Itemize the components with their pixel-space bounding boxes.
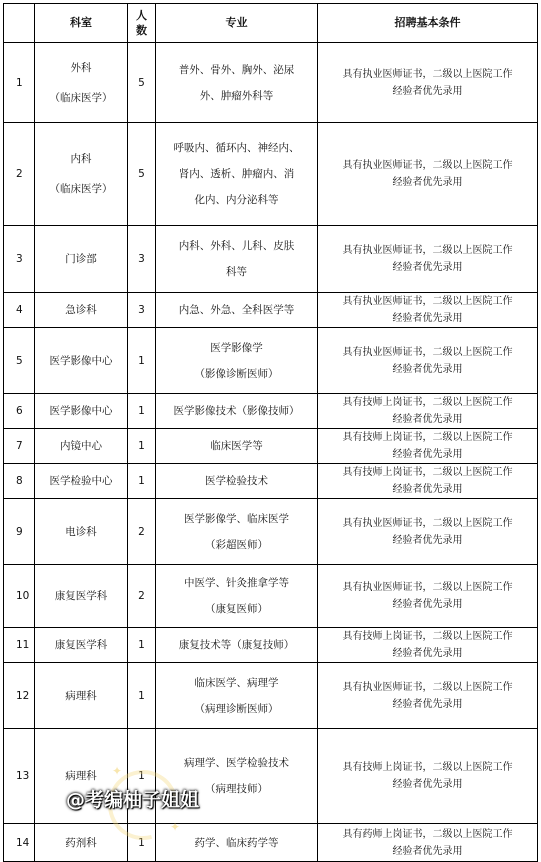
row-index: [4, 663, 35, 729]
row-index-line: 7: [16, 440, 23, 452]
major-cell: [156, 464, 318, 499]
watermark: @考编柚子姐姐: [66, 789, 200, 811]
dept-cell: [35, 43, 128, 123]
table-row: [4, 394, 538, 429]
requirements-cell-line: 具有技师上岗证书，二级以上医院工作: [342, 762, 513, 773]
major-cell-line: 普外、骨外、胸外、泌尿: [178, 63, 295, 76]
count-cell: [128, 328, 156, 394]
major-cell-line: （病理技师）: [205, 783, 268, 795]
dept-cell-line: 病理科: [65, 770, 97, 782]
requirements-cell-line: 经验者优先录用: [392, 484, 463, 495]
major-cell: [156, 293, 318, 328]
requirements-cell: [318, 464, 538, 499]
dept-cell: [35, 328, 128, 394]
table-row: [4, 293, 538, 328]
requirements-cell: [318, 628, 538, 663]
dept-cell: [35, 429, 128, 464]
row-index: [4, 565, 35, 628]
table-row: [4, 328, 538, 394]
row-index: [4, 824, 35, 862]
header-major: 专业: [156, 4, 318, 43]
star-icon: ✦: [112, 764, 123, 778]
row-index-line: 11: [16, 639, 30, 651]
count-cell-line: 1: [138, 770, 145, 782]
table-row: [4, 43, 538, 123]
row-index: [4, 293, 35, 328]
count-cell: [128, 226, 156, 293]
dept-cell-line: 电诊科: [65, 525, 97, 538]
count-cell-line: 2: [138, 525, 145, 538]
dept-cell: [35, 394, 128, 429]
requirements-cell-line: 经验者优先录用: [392, 449, 463, 460]
row-index: [4, 43, 35, 123]
count-cell-line: 3: [138, 253, 145, 265]
count-cell-line: 1: [138, 836, 145, 849]
requirements-cell-line: 经验者优先录用: [392, 85, 463, 97]
major-cell-line: 内急、外急、全科医学等: [178, 304, 295, 316]
major-cell-line: 医学影像学: [210, 341, 263, 354]
requirements-cell-line: 经验者优先录用: [392, 177, 463, 188]
row-index-line: 3: [16, 253, 23, 265]
count-cell-line: 2: [138, 590, 145, 602]
table-row: [4, 663, 538, 729]
row-index: [4, 328, 35, 394]
major-cell: [156, 123, 318, 226]
row-index: [4, 429, 35, 464]
requirements-cell: [318, 429, 538, 464]
dept-cell-line: 医学检验中心: [49, 475, 113, 487]
major-cell: [156, 394, 318, 429]
major-cell-line: 康复技术等（康复技师）: [178, 639, 295, 651]
dept-cell-line: 医学影像中心: [49, 354, 113, 367]
major-cell-line: 病理学、医学检验技术: [184, 757, 289, 769]
dept-cell: [35, 293, 128, 328]
major-cell: [156, 328, 318, 394]
requirements-cell-line: 具有执业医师证书，二级以上医院工作: [342, 681, 513, 693]
table-row: [4, 226, 538, 293]
requirements-cell-line: 具有执业医师证书，二级以上医院工作: [342, 582, 513, 593]
row-index-line: 2: [16, 168, 23, 180]
count-cell: [128, 394, 156, 429]
row-index-line: 8: [16, 475, 23, 487]
requirements-cell: [318, 293, 538, 328]
requirements-cell-line: 经验者优先录用: [392, 698, 463, 710]
requirements-cell-line: 具有技师上岗证书，二级以上医院工作: [342, 467, 513, 478]
requirements-cell-line: 具有执业医师证书，二级以上医院工作: [342, 160, 513, 171]
requirements-cell-line: 经验者优先录用: [392, 648, 463, 659]
requirements-cell: [318, 663, 538, 729]
dept-cell: [35, 226, 128, 293]
row-index-line: 13: [16, 770, 30, 782]
major-cell: [156, 628, 318, 663]
dept-cell-line: （临床医学）: [49, 183, 113, 195]
dept-cell-line: 康复医学科: [54, 639, 108, 651]
dept-cell-line: 内科: [70, 153, 92, 165]
major-cell-line: 科等: [226, 266, 247, 278]
requirements-cell: [318, 394, 538, 429]
row-index: [4, 394, 35, 429]
dept-cell: [35, 628, 128, 663]
requirements-cell-line: 经验者优先录用: [392, 313, 463, 324]
dept-cell: [35, 663, 128, 729]
requirements-cell: [318, 123, 538, 226]
count-cell-line: 1: [138, 354, 145, 367]
table-row: [4, 499, 538, 565]
table-row: [4, 464, 538, 499]
major-cell-line: 呼吸内、循环内、神经内、: [173, 142, 300, 154]
major-cell-line: 临床医学等: [210, 440, 263, 452]
table-row: [4, 123, 538, 226]
requirements-cell-line: 具有技师上岗证书，二级以上医院工作: [342, 397, 513, 408]
requirements-cell: [318, 226, 538, 293]
row-index: [4, 123, 35, 226]
count-cell: [128, 429, 156, 464]
major-cell-line: 肾内、透析、肿瘤内、消: [178, 168, 295, 180]
count-cell-line: 1: [138, 639, 145, 651]
header-count: 人数: [128, 4, 156, 43]
count-cell: [128, 565, 156, 628]
recruitment-table: [3, 3, 538, 862]
table-row: [4, 565, 538, 628]
table-row: [4, 824, 538, 862]
major-cell: [156, 663, 318, 729]
requirements-cell-line: 经验者优先录用: [392, 414, 463, 425]
count-cell-line: 3: [138, 304, 145, 316]
major-cell: [156, 226, 318, 293]
dept-cell-line: 门诊部: [65, 253, 97, 265]
dept-cell: [35, 565, 128, 628]
major-cell-line: 药学、临床药学等: [194, 836, 279, 849]
row-index-line: 9: [16, 525, 23, 538]
dept-cell-line: 急诊科: [65, 304, 97, 316]
requirements-cell: [318, 824, 538, 862]
count-cell-line: 5: [138, 76, 145, 89]
dept-cell: [35, 824, 128, 862]
dept-cell-line: 病理科: [65, 689, 97, 702]
dept-cell: [35, 499, 128, 565]
requirements-cell-line: 具有技师上岗证书，二级以上医院工作: [342, 631, 513, 642]
major-cell-line: （康复医师）: [205, 603, 268, 615]
row-index-line: 5: [16, 354, 23, 367]
requirements-cell-line: 具有执业医师证书，二级以上医院工作: [342, 68, 513, 80]
count-cell-line: 1: [138, 475, 145, 487]
header-dept: 科室: [35, 4, 128, 43]
header-row: [4, 4, 538, 43]
count-cell: [128, 464, 156, 499]
count-cell-line: 1: [138, 689, 145, 702]
major-cell: [156, 43, 318, 123]
dept-cell-line: 康复医学科: [54, 590, 108, 602]
requirements-cell: [318, 565, 538, 628]
major-cell-line: 医学影像学、临床医学: [184, 512, 289, 525]
requirements-cell-line: 经验者优先录用: [392, 845, 463, 857]
count-cell: [128, 628, 156, 663]
row-index: [4, 464, 35, 499]
count-cell-line: 1: [138, 440, 145, 452]
count-cell: [128, 43, 156, 123]
dept-cell-line: 内镜中心: [60, 440, 102, 452]
major-cell-line: 内科、外科、儿科、皮肤: [178, 240, 295, 252]
major-cell-line: 临床医学、病理学: [194, 676, 279, 689]
row-index: [4, 499, 35, 565]
major-cell-line: 中医学、针灸推拿学等: [184, 577, 289, 589]
major-cell-line: （影像诊断医师）: [194, 367, 279, 380]
requirements-cell-line: 具有执业医师证书，二级以上医院工作: [342, 296, 513, 307]
dept-cell-line: 药剂科: [65, 836, 97, 849]
count-cell: [128, 663, 156, 729]
count-cell-line: 5: [138, 168, 145, 180]
dept-cell: [35, 123, 128, 226]
requirements-cell-line: 经验者优先录用: [392, 534, 463, 546]
major-cell: [156, 565, 318, 628]
row-index-line: 4: [16, 304, 23, 316]
header-requirements: 招聘基本条件: [318, 4, 538, 43]
row-index-line: 14: [16, 836, 30, 849]
major-cell-line: （病理诊断医师）: [194, 702, 279, 715]
count-cell: [128, 123, 156, 226]
table-row: [4, 628, 538, 663]
requirements-cell-line: 具有执业医师证书，二级以上医院工作: [342, 245, 513, 256]
count-cell: [128, 499, 156, 565]
requirements-cell: [318, 328, 538, 394]
row-index-line: 12: [16, 689, 30, 702]
row-index-line: 1: [16, 76, 23, 89]
requirements-cell-line: 具有执业医师证书，二级以上医院工作: [342, 346, 513, 358]
major-cell-line: 医学检验技术: [205, 475, 268, 487]
requirements-cell-line: 经验者优先录用: [392, 363, 463, 375]
table-row: [4, 429, 538, 464]
major-cell-line: 医学影像技术（影像技师）: [173, 405, 300, 417]
major-cell: [156, 429, 318, 464]
requirements-cell-line: 经验者优先录用: [392, 599, 463, 610]
count-cell-line: 1: [138, 405, 145, 417]
requirements-cell: [318, 729, 538, 824]
requirements-cell-line: 经验者优先录用: [392, 779, 463, 790]
requirements-cell-line: 经验者优先录用: [392, 262, 463, 273]
row-index-line: 10: [16, 590, 30, 602]
star-icon: ✦: [170, 820, 181, 834]
major-cell-line: （彩超医师）: [205, 538, 268, 551]
header-index: [4, 4, 35, 43]
row-index: [4, 628, 35, 663]
major-cell: [156, 499, 318, 565]
requirements-cell-line: 具有技师上岗证书，二级以上医院工作: [342, 432, 513, 443]
major-cell-line: 外、肿瘤外科等: [199, 89, 274, 102]
row-index: [4, 729, 35, 824]
row-index-line: 6: [16, 405, 23, 417]
requirements-cell-line: 具有药师上岗证书，二级以上医院工作: [342, 828, 513, 840]
requirements-cell: [318, 499, 538, 565]
dept-cell-line: 外科: [70, 61, 92, 74]
count-cell: [128, 293, 156, 328]
requirements-cell: [318, 43, 538, 123]
major-cell-line: 化内、内分泌科等: [194, 194, 279, 206]
row-index: [4, 226, 35, 293]
dept-cell-line: （临床医学）: [49, 91, 113, 104]
dept-cell-line: 医学影像中心: [49, 405, 113, 417]
requirements-cell-line: 具有执业医师证书，二级以上医院工作: [342, 517, 513, 529]
dept-cell: [35, 464, 128, 499]
